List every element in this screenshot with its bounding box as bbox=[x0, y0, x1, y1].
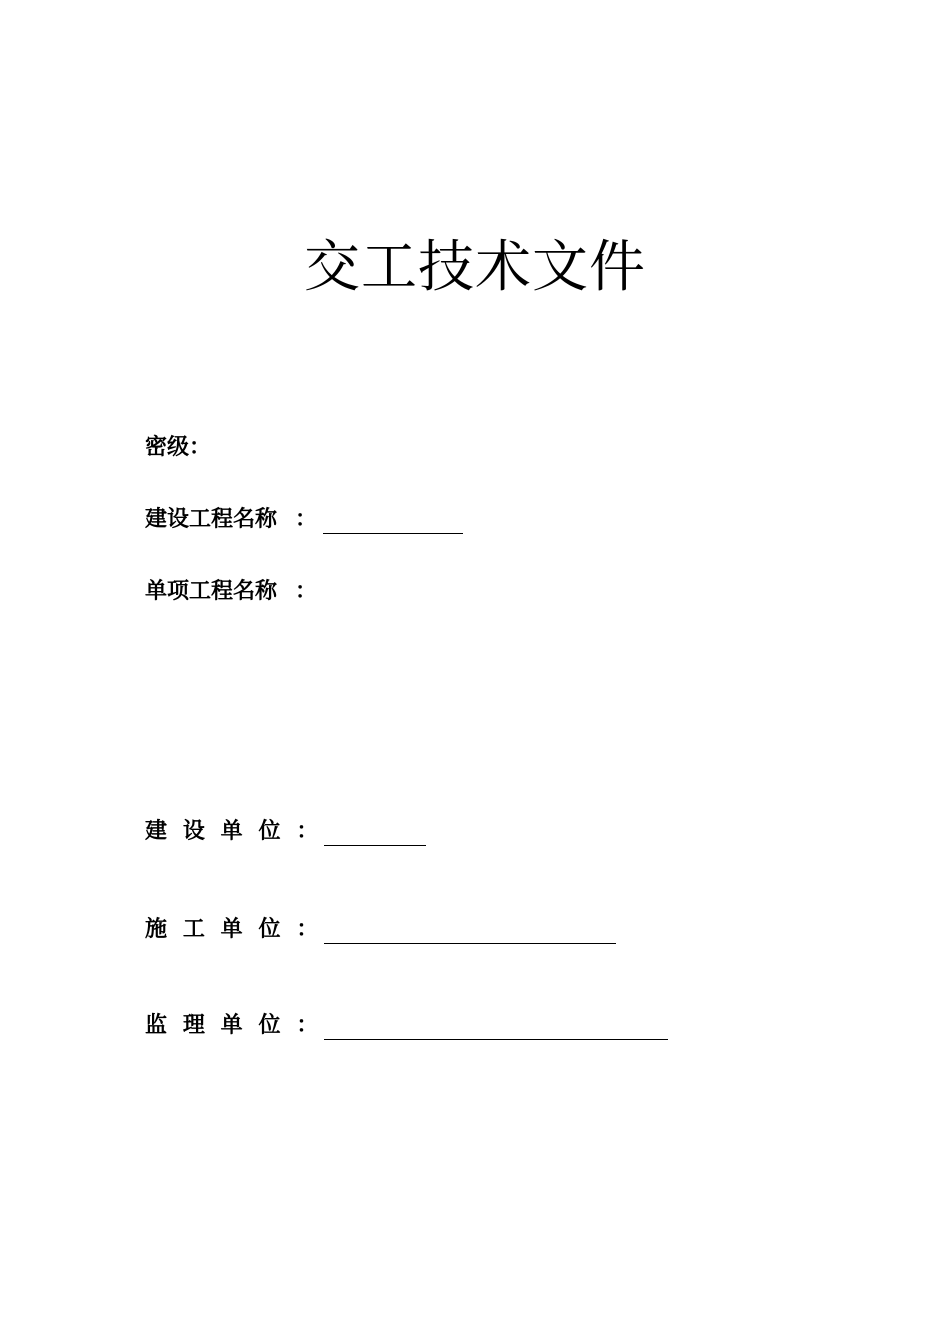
single-project-name-label: 单项工程名称 bbox=[145, 578, 278, 604]
client-unit-row bbox=[145, 816, 426, 846]
supervision-unit-colon: ： bbox=[296, 1012, 319, 1038]
document-title: 交工技术文件 bbox=[304, 235, 646, 300]
supervision-unit-row bbox=[145, 1010, 668, 1040]
client-unit-label: 建设单位 bbox=[145, 818, 297, 844]
secrecy-level-label: 密级： bbox=[145, 434, 212, 460]
construction-project-name-label: 建设工程名称 bbox=[145, 506, 278, 532]
supervision-unit-label: 监理单位 bbox=[145, 1012, 297, 1038]
contractor-unit-colon: ： bbox=[296, 916, 319, 942]
contractor-unit-label: 施工单位 bbox=[145, 916, 297, 942]
client-unit-colon: ： bbox=[296, 818, 319, 844]
client-unit-blank[interactable] bbox=[324, 823, 426, 846]
secrecy-level-row bbox=[145, 432, 211, 462]
single-project-name-colon: ： bbox=[295, 578, 318, 604]
construction-project-name-row bbox=[145, 504, 463, 534]
supervision-unit-blank[interactable] bbox=[324, 1017, 668, 1040]
contractor-unit-row bbox=[145, 914, 616, 944]
single-project-name-row bbox=[145, 576, 317, 606]
construction-project-name-colon: ： bbox=[295, 506, 318, 532]
construction-project-name-blank[interactable] bbox=[323, 511, 463, 534]
contractor-unit-blank[interactable] bbox=[324, 921, 616, 944]
